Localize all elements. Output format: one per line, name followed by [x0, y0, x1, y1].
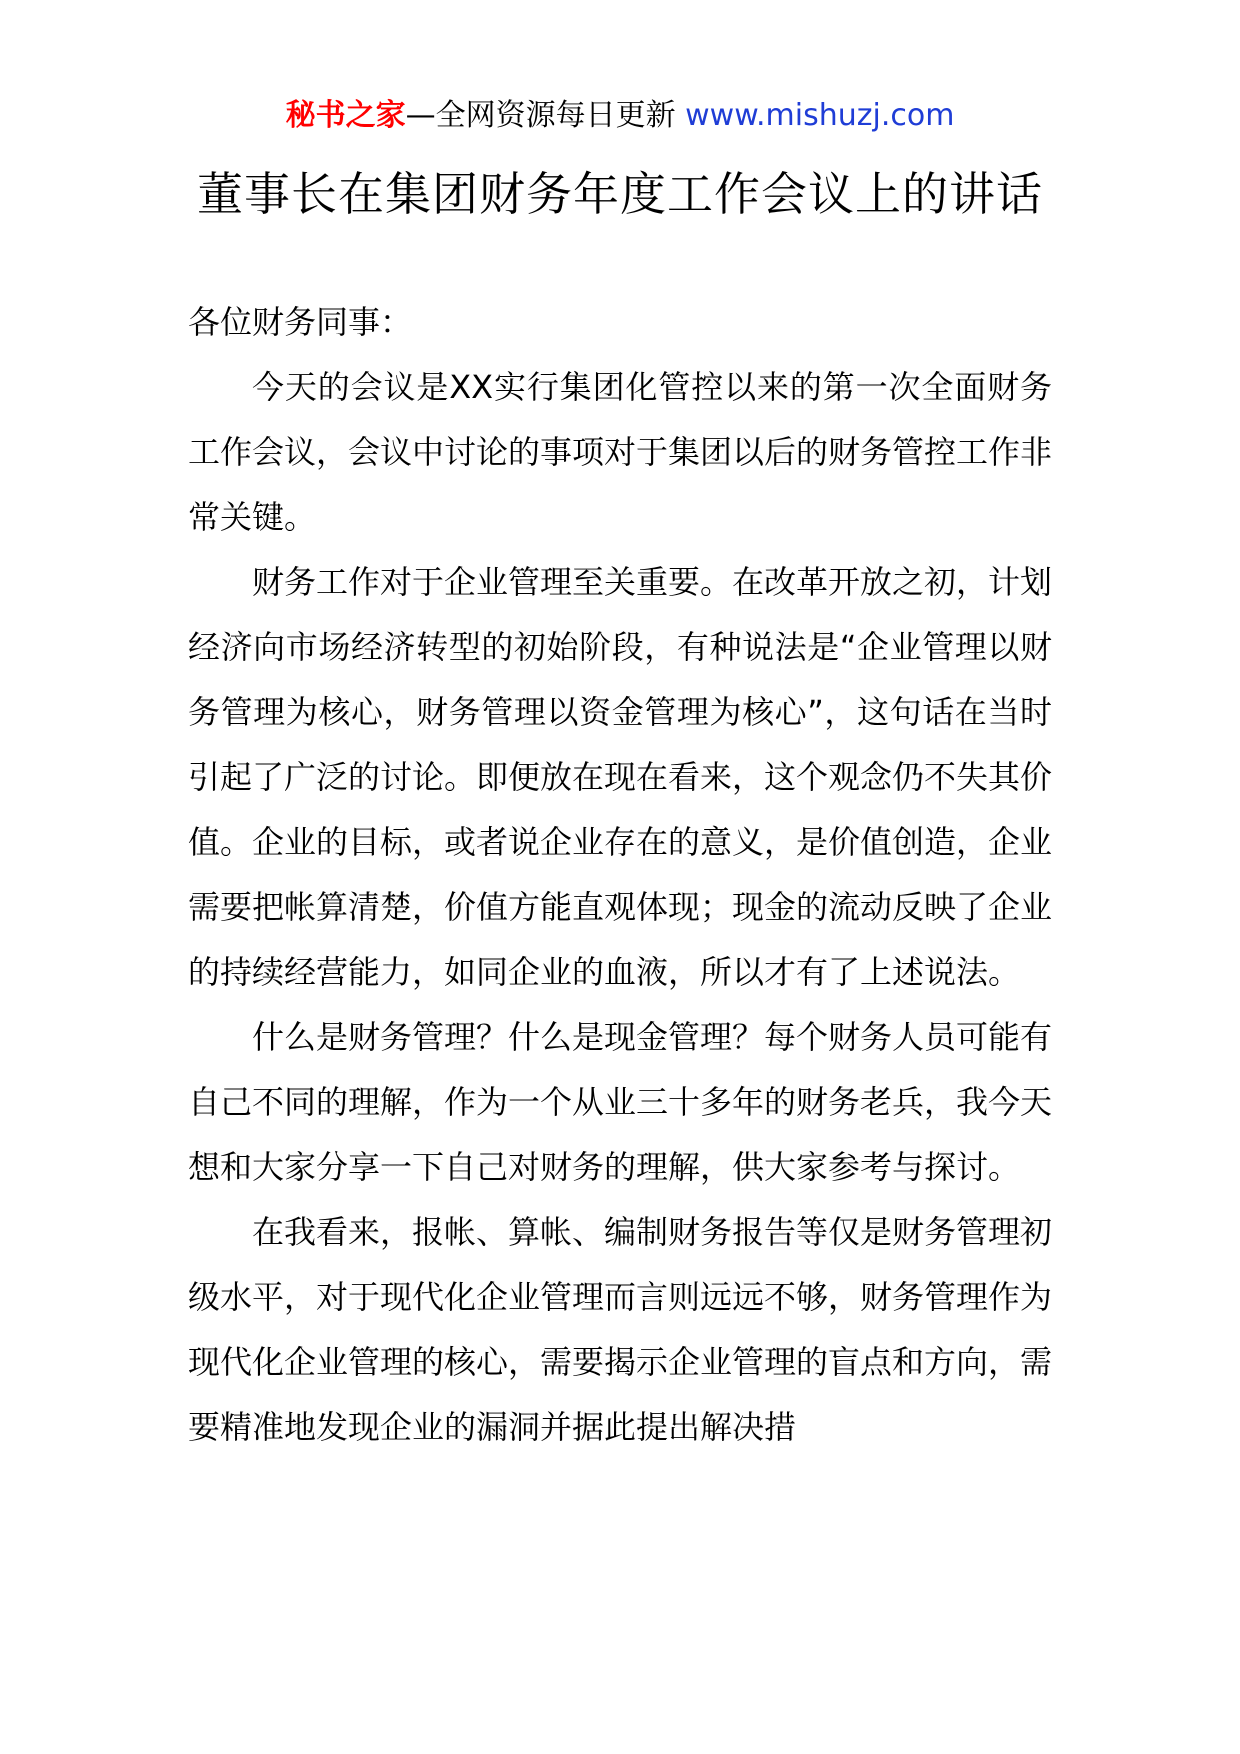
salutation: 各位财务同事：: [188, 303, 413, 341]
document-title: 董事长在集团财务年度工作会议上的讲话: [197, 167, 1043, 221]
paragraph-4: 在我看来，报帐、算帐、编制财务报告等仅是财务管理初级水平，对于现代化企业管理而言则远远不够，财务管理作为现代化企业管理的核心，需要揭示企业管理的盲点和方向，需要精准地发现企业的漏洞并据此提出解决措: [188, 1213, 1053, 1446]
paragraph-3: 什么是财务管理？什么是现金管理？每个财务人员可能有自己不同的理解，作为一个从业三十多年的财务老兵，我今天想和大家分享一下自己对财务的理解，供大家参考与探讨。: [188, 1018, 1053, 1186]
brand-name: 秘书之家: [285, 98, 406, 133]
site-tagline: —全网资源每日更新: [405, 98, 686, 133]
site-url-link[interactable]: www.mishuzj.com: [685, 98, 955, 133]
document-body: [188, 290, 1052, 1460]
paragraph-2: 财务工作对于企业管理至关重要。在改革开放之初，计划经济向市场经济转型的初始阶段，有种说法是“企业管理以财务管理为核心，财务管理以资金管理为核心”，这句话在当时引起了广泛的讨论。即便放在现在看来，这个观念仍不失其价值。企业的目标，或者说企业存在的意义，是价值创造，企业需要把帐算清楚，价值方能直观体现；现金的流动反映了企业的持续经营能力，如同企业的血液，所以才有了上述说法。: [188, 563, 1053, 991]
paragraph-1: 今天的会议是XX实行集团化管控以来的第一次全面财务工作会议，会议中讨论的事项对于集团以后的财务管控工作非常关键。: [188, 368, 1053, 536]
site-header: [0, 96, 1240, 136]
